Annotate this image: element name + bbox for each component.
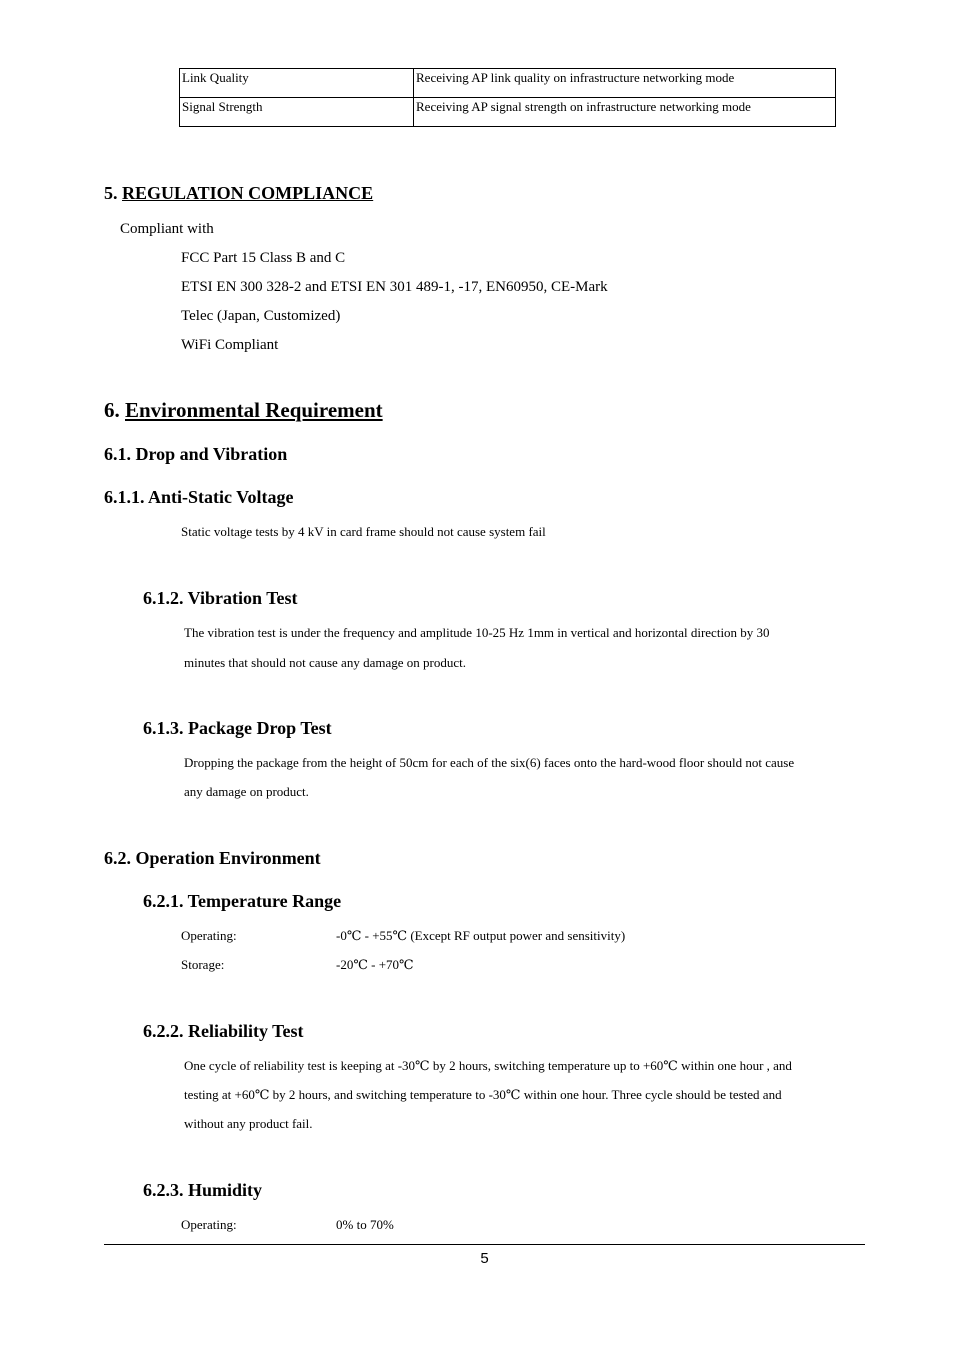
compliance-item: ETSI EN 300 328-2 and ETSI EN 301 489-1, -17, EN60950, CE-Mark [181,279,608,295]
section-5-title: REGULATION COMPLIANCE [122,183,374,203]
drop-test-text-line: Dropping the package from the height of 50cm for each of the six(6) faces onto the hard-wood floor should not cause [184,755,795,770]
reliability-text-line: without any product fail. [184,1116,313,1131]
table-cell-desc: Receiving AP signal strength on infrastructure networking mode [414,98,836,127]
vibration-text-line: minutes that should not cause any damage on product. [184,655,466,670]
vibration-text-line: The vibration test is under the frequency and amplitude 10-25 Hz 1mm in vertical and horizontal direction by 30 [184,625,770,640]
compliance-intro: Compliant with [120,221,214,237]
compliance-item: FCC Part 15 Class B and C [181,250,346,266]
humidity-operating-value: 0% to 70% [336,1217,394,1232]
table-cell-name: Signal Strength [180,98,414,127]
page-number: 5 [480,1250,489,1267]
drop-test-text-line: any damage on product. [184,784,309,799]
section-6-1-3-heading: 6.1.3. Package Drop Test [143,718,332,738]
footer-divider [104,1244,865,1245]
compliance-item: Telec (Japan, Customized) [181,308,341,324]
section-6-1-heading: 6.1. Drop and Vibration [104,444,288,464]
section-5-heading [104,183,373,204]
storage-temp-value: -20℃ - +70℃ [336,957,414,972]
operating-temp-value: -0℃ - +55℃ (Except RF output power and sensitivity) [336,928,626,943]
section-6-2-1-heading: 6.2.1. Temperature Range [143,891,342,911]
section-6-1-2-heading: 6.1.2. Vibration Test [143,588,298,608]
storage-label: Storage: [181,957,225,972]
section-6-2-heading: 6.2. Operation Environment [104,848,321,868]
section-6-1-1-heading: 6.1.1. Anti-Static Voltage [104,487,294,507]
compliance-item: WiFi Compliant [181,337,279,353]
table-cell-desc: Receiving AP link quality on infrastructure networking mode [414,69,836,98]
humidity-operating-label: Operating: [181,1217,237,1232]
operating-label: Operating: [181,928,237,943]
table-cell-name: Link Quality [180,69,414,98]
table-row [180,69,836,98]
section-6-2-3-heading: 6.2.3. Humidity [143,1180,263,1200]
reliability-text-line: testing at +60℃ by 2 hours, and switching temperature to -30℃ within one hour. Three cycle should be tested and [184,1087,782,1102]
section-6-heading [104,398,383,423]
table-row [180,98,836,127]
section-6-title: Environmental Requirement [125,398,383,422]
anti-static-text: Static voltage tests by 4 kV in card frame should not cause system fail [181,524,546,539]
section-5-number: 5. [104,183,118,203]
section-6-2-2-heading: 6.2.2. Reliability Test [143,1021,304,1041]
reliability-text-line: One cycle of reliability test is keeping at -30℃ by 2 hours, switching temperature up to +60℃ within one hour , and [184,1058,792,1073]
signal-table [179,68,836,127]
section-6-number: 6. [104,398,120,422]
